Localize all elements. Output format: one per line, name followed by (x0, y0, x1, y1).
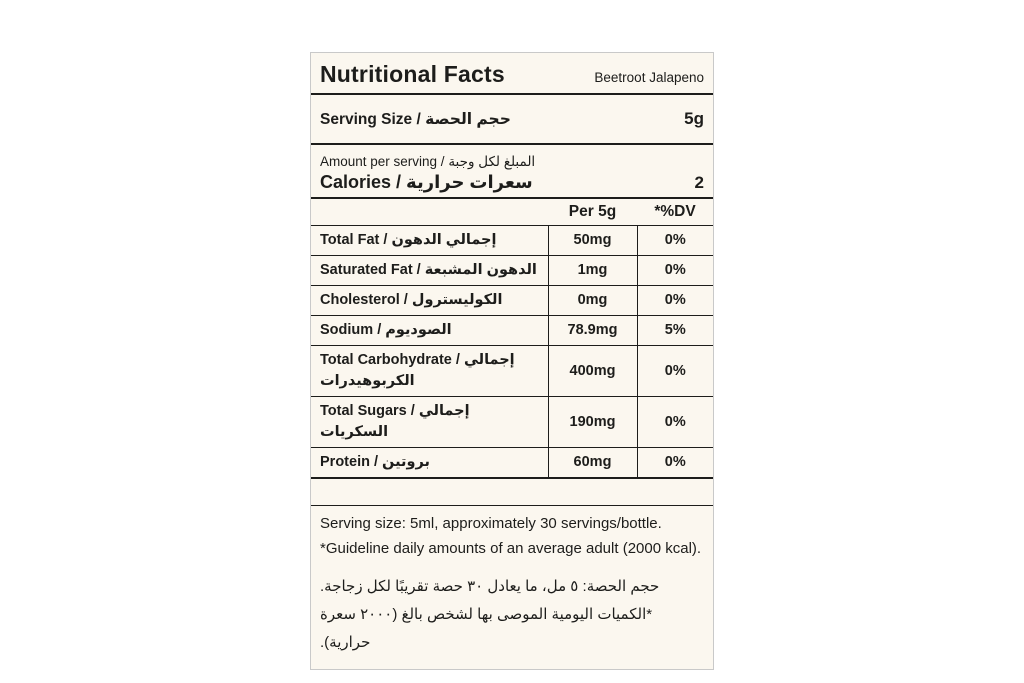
nutrition-label (310, 52, 714, 670)
page-title: Nutritional Facts (320, 61, 505, 87)
table-row-saturated-fat (311, 256, 713, 286)
footnote-arabic-line1: حجم الحصة: ٥ مل، ما يعادل ٣٠ حصة تقريبًا لكل زجاجة. (320, 578, 660, 595)
serving-size-label: Serving Size / حجم الحصة (320, 111, 511, 128)
nutrient-dv: 0% (637, 286, 713, 316)
table-row-total-fat (311, 226, 713, 256)
nutrient-dv: 0% (637, 448, 713, 478)
serving-size-row (311, 95, 713, 145)
label-header (311, 53, 713, 95)
nutrient-dv: 5% (637, 316, 713, 346)
nutrient-name: Saturated Fat / الدهون المشبعة (311, 256, 548, 286)
column-header-row (311, 199, 713, 225)
nutrient-table-wrap (311, 225, 713, 479)
nutrient-dv: 0% (637, 226, 713, 256)
table-row-total-carbohydrate (311, 346, 713, 397)
nutrient-name: Total Sugars / إجمالي السكريات (311, 397, 548, 448)
footnote-english: Serving size: 5ml, approximately 30 servings/bottle. *Guideline daily amounts of an average adult (2000 kcal). (320, 515, 702, 557)
table-row-cholesterol (311, 286, 713, 316)
nutrient-dv: 0% (637, 346, 713, 397)
flavor-variant: Beetroot Jalapeno (594, 70, 704, 85)
calories-value: 2 (694, 173, 704, 192)
nutrient-table (311, 225, 713, 477)
column-header-spacer (311, 203, 548, 221)
footnote-arabic (311, 567, 713, 669)
nutrient-amount: 78.9mg (548, 316, 637, 346)
amount-per-serving-label: Amount per serving / المبلغ لكل وجبة (320, 154, 536, 169)
footnote-arabic-line2: *الكميات اليومية الموصى بها لشخص بالغ (٢٠٠٠ سعرة حرارية). (320, 606, 653, 651)
calories-label: Calories / سعرات حرارية (320, 172, 533, 192)
nutrient-name: Total Carbohydrate / إجمالي الكربوهيدرات (311, 346, 548, 397)
nutrient-name: Sodium / الصوديوم (311, 316, 548, 346)
nutrient-dv: 0% (637, 397, 713, 448)
table-row-total-sugars (311, 397, 713, 448)
calories-row (311, 170, 713, 199)
serving-size-value: 5g (684, 109, 704, 128)
nutrient-amount: 50mg (548, 226, 637, 256)
table-row-protein (311, 448, 713, 478)
nutrient-dv: 0% (637, 256, 713, 286)
nutrient-name: Total Fat / إجمالي الدهون (311, 226, 548, 256)
table-row-sodium (311, 316, 713, 346)
nutrient-amount: 0mg (548, 286, 637, 316)
nutrient-name: Protein / بروتين (311, 448, 548, 478)
nutrient-amount: 190mg (548, 397, 637, 448)
nutrient-amount: 1mg (548, 256, 637, 286)
footer-spacer (311, 479, 713, 505)
nutrient-amount: 60mg (548, 448, 637, 478)
column-header-dv: *%DV (654, 203, 696, 220)
nutrient-amount: 400mg (548, 346, 637, 397)
column-header-amount: Per 5g (568, 203, 617, 220)
nutrient-name: Cholesterol / الكوليسترول (311, 286, 548, 316)
